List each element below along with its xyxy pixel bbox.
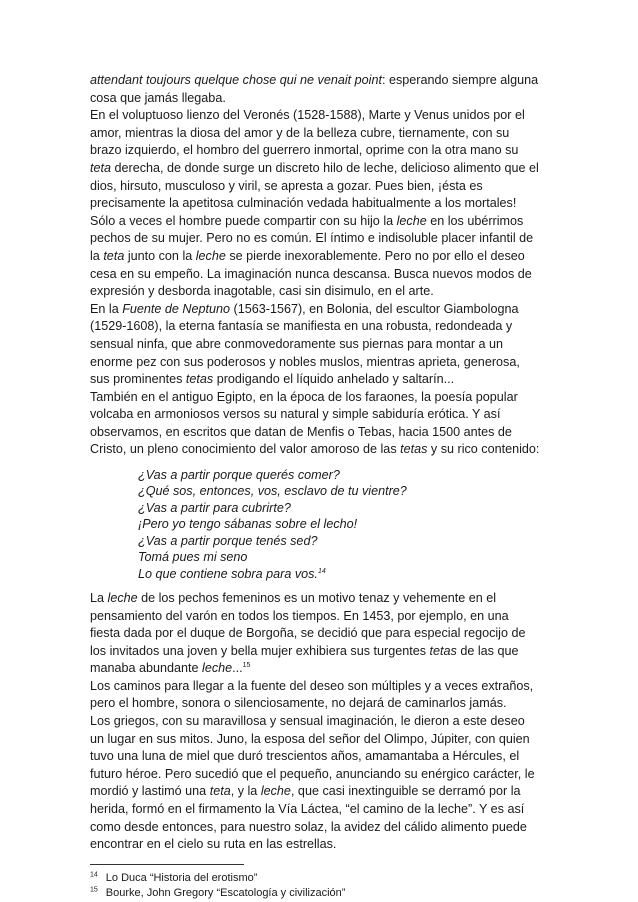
poem-line [138,549,542,565]
footnotes [90,871,542,901]
italic-text: teta [209,784,231,799]
text-run: prodigando el líquido anhelado y saltarín... [213,372,455,387]
paragraph [90,301,542,389]
italic-text: teta [103,248,125,263]
poem-line-text: Tomá pues mi seno [138,550,248,565]
text-run: de los pechos femeninos es un motivo tenaz y vehemente en el pensamiento del varón en todos los tiempos. En 1453, por ejemplo, en una fiesta dada por el duque de Borgoña, se decidió que para especial regocijo de los invitados una joven y bella mujer exhibiera sus turgentes [90,590,526,658]
poem-line-text: ¡Pero yo tengo sábanas sobre el lecho! [138,517,358,532]
italic-text: leche [107,590,138,605]
italic-text: leche [202,661,233,676]
text-run: junto con la [124,248,196,263]
text-run: Los griegos, con su maravillosa y sensual imaginación, le dieron a este deseo un lugar en sus mitos. Juno, la esposa del señor del Olimpo, Júpiter, con quien tuvo una luna de miel que duró trescientos años, amamantaba a Hércules, el futuro héroe. Pero sucedió que el pequeño, anunciando su enérgico carácter, le mordió y lastimó una [90,714,535,799]
footnote-separator [90,864,244,865]
italic-text: tetas [429,643,457,658]
text-run: ... [232,661,243,676]
italic-text: leche [396,213,427,228]
text-run: La [90,590,108,605]
text-run: de las que manaba abundante [90,643,519,676]
paragraph [90,389,542,459]
text-run: (1563-1567), en Bolonia, del escultor Giambologna (1529-1608), la eterna fantasía se manifiesta en una robusta, redondeada y sensual ninfa, que abre conmovedoramente sus piernas para montar a un enorme pez con sus poderosos y nobles muslos, mientras aprieta, generosa, sus prominentes [90,301,520,387]
poem-line [138,483,542,499]
text-run: En el voluptuoso lienzo del Veronés (1528-1588), Marte y Venus unidos por el amor, mientras la diosa del amor y de la belleza cubre, tiernamente, con su brazo izquierdo, el hombro del guerrero inmortal, oprime con la otra mano su [90,108,525,158]
italic-text: tetas [400,442,428,457]
paragraph [90,213,542,301]
poem-line-text: ¿Vas a partir porque tenés sed? [138,533,318,548]
poem-line [138,566,542,582]
footnote-text: Bourke, John Gregory “Escatología y civilización” [105,886,346,899]
poem-line-text: Lo que contiene sobra para vos. [138,566,318,581]
text-run: : esperando siempre alguna cosa que jamás llegaba. [90,73,539,105]
text-run: derecha, de donde surge un discreto hilo de leche, delicioso alimento que el dios, hirsuto, musculoso y viril, se apresta a gozar. Pues bien, ¡ésta es precisamente la apetitosa culminación vedada habitualmente a los mortales! [90,160,539,211]
poem-line-text: ¿Qué sos, entonces, vos, esclavo de tu vientre? [138,484,407,499]
italic-text: leche [195,248,226,263]
text-run: En la [90,301,123,316]
poem-line-text: ¿Vas a partir porque querés comer? [138,468,340,483]
body-text-bottom [90,590,542,854]
footnote [90,871,542,886]
text-run: , que casi inextinguible se derramó por la herida, formó en el firmamento la Vía Láctea, “el camino de la leche”. Y es así como desde entonces, para nuestro solaz, la avidez del cálido alimento puede encontrar en el cielo su ruta en las estrellas. [90,784,527,852]
text-run: se pierde inexorablemente. Pero no por ello el deseo cesa en su empeño. La imaginación nunca descansa. Busca nuevos modos de expresión y desborda inagotable, casi sin disimulo, en el arte. [90,248,532,299]
italic-text: tetas [185,372,214,387]
paragraph [90,678,542,713]
italic-text: leche [260,784,291,799]
text-run: , y la [230,784,261,799]
italic-text: teta [90,160,112,175]
footnote [90,886,542,901]
footnote-ref: 14 [317,567,326,575]
text-run: y su rico contenido: [427,442,540,457]
paragraph [90,107,542,213]
text-run: Los caminos para llegar a la fuente del deseo son múltiples y a veces extraños, pero el hombre, sonora o silenciosamente, no dejará de caminarlos jamás. [90,678,534,711]
body-text-top [90,72,542,459]
italic-text: attendant toujours quelque chose qui ne venait point [90,73,382,87]
poem-block [138,467,542,582]
poem-line [138,516,542,532]
footnote-number: 14 [90,871,98,879]
italic-text: Fuente de Neptuno [122,301,231,316]
poem-line [138,533,542,549]
footnote-number: 15 [90,886,98,894]
paragraph [90,590,542,678]
text-run: Sólo a veces el hombre puede compartir con su hijo la [90,213,397,228]
footnote-ref: 15 [242,662,251,670]
poem-line [138,467,542,483]
paragraph [90,713,542,854]
paragraph [90,72,542,107]
poem-line-text: ¿Vas a partir para cubrirte? [138,500,291,515]
text-run: en los ubérrimos pechos de su mujer. Pero no es común. El íntimo e indisoluble placer infantil de la [90,213,534,263]
text-run: También en el antiguo Egipto, en la época de los faraones, la poesía popular volcaba en armoniosos versos su natural y simple sabiduría erótica. Y así observamos, en escritos que datan de Menfis o Tebas, hacia 1500 antes de Cristo, un pleno conocimiento del valor amoroso de las [90,389,518,457]
poem-line [138,500,542,516]
footnote-text: Lo Duca “Historia del erotismo” [105,871,258,884]
